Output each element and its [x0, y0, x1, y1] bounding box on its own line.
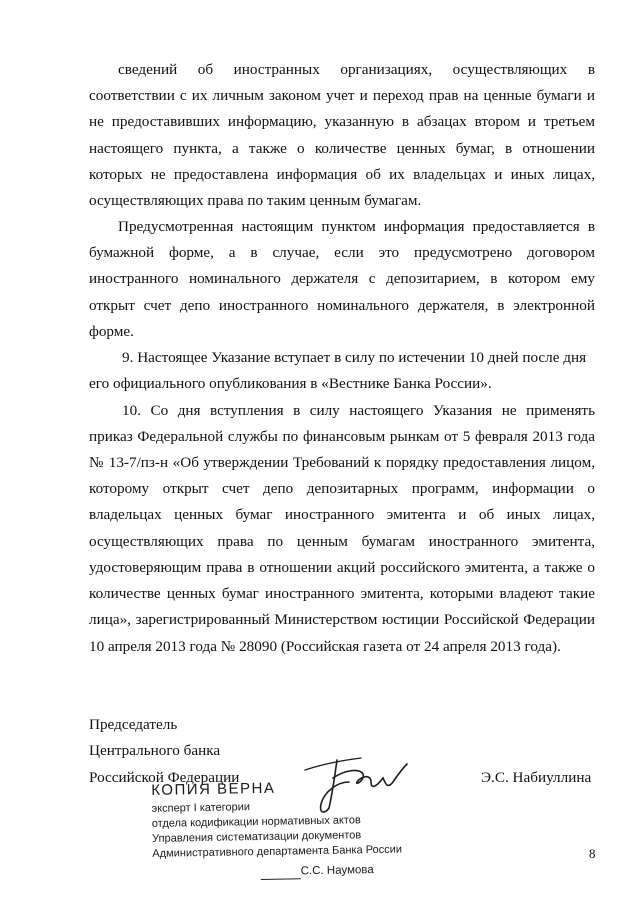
copy-certified-stamp: [149, 778, 403, 886]
stamp-line: отдела кодификации нормативных актов: [151, 814, 361, 830]
body-line: бумажной форме, а в случае, если это предусмотрено договором: [89, 244, 595, 261]
stamp-signature-line: [261, 878, 301, 880]
body-line: количестве ценных бумаг иностранного эмитента, которыми владеют такие: [89, 585, 595, 602]
body-line: № 13-7/пз-н «Об утверждении Требований к порядку предоставления лицом,: [89, 454, 595, 471]
body-line: открыт счет депо иностранного номинального держателя, в электронной: [89, 297, 595, 314]
signatory-name: Э.С. Набиуллина: [481, 769, 592, 786]
body-line: которых не предоставлена информация об их владельцах и иных лицах,: [89, 166, 595, 183]
body-line: 10 апреля 2013 года № 28090 (Российская газета от 24 апреля 2013 года).: [89, 638, 561, 655]
body-line: не предоставивших информацию, указанную в абзацах втором и третьем: [89, 113, 595, 130]
body-line: 9. Настоящее Указание вступает в силу по истечении 10 дней после дня: [122, 349, 587, 366]
body-line: которому открыт счет депо депозитарных программ, информации о: [89, 480, 595, 497]
body-line: Предусмотренная настоящим пунктом информация предоставляется в: [118, 218, 595, 235]
signatory-title-line: Российской Федерации: [89, 769, 240, 786]
body-line: владельцах ценных бумаг иностранного эмитента и об иных лицах,: [89, 506, 595, 523]
stamp-title: КОПИЯ ВЕРНА: [151, 779, 276, 799]
page-number: 8: [589, 846, 596, 861]
stamp-name: С.С. Наумова: [300, 864, 374, 878]
body-line: удостоверяющим права в отношении акций российского эмитента, а также о: [89, 559, 595, 576]
signatory-title-line: Председатель: [89, 716, 178, 733]
stamp-line: Управления систематизации документов: [151, 829, 362, 845]
body-line: приказ Федеральной службы по финансовым рынкам от 5 февраля 2013 года: [89, 428, 595, 445]
body-line: настоящего пункта, а также о количестве ценных бумаг, в отношении: [89, 140, 595, 157]
signatory-title-line: Центрального банка: [89, 742, 221, 759]
stamp-line: эксперт I категории: [151, 801, 251, 815]
body-line: иностранного номинального держателя с депозитарием, в котором ему: [89, 270, 595, 287]
body-line: его официального опубликования в «Вестнике Банка России».: [89, 375, 492, 392]
body-line: форме.: [89, 323, 134, 340]
body-line: лица», зарегистрированный Министерством юстиции Российской Федерации: [89, 611, 595, 628]
body-line: осуществляющих права по ценным бумагам иностранного эмитента,: [89, 533, 595, 550]
body-line: осуществляющих права по таким ценным бумагам.: [89, 192, 422, 209]
body-line: 10. Со дня вступления в силу настоящего Указания не применять: [122, 402, 595, 419]
body-line: сведений об иностранных организациях, осуществляющих в: [118, 61, 595, 78]
body-line: соответствии с их личным законом учет и переход прав на ценные бумаги и: [89, 87, 595, 104]
stamp-line: Административного департамента Банка России: [152, 843, 403, 860]
